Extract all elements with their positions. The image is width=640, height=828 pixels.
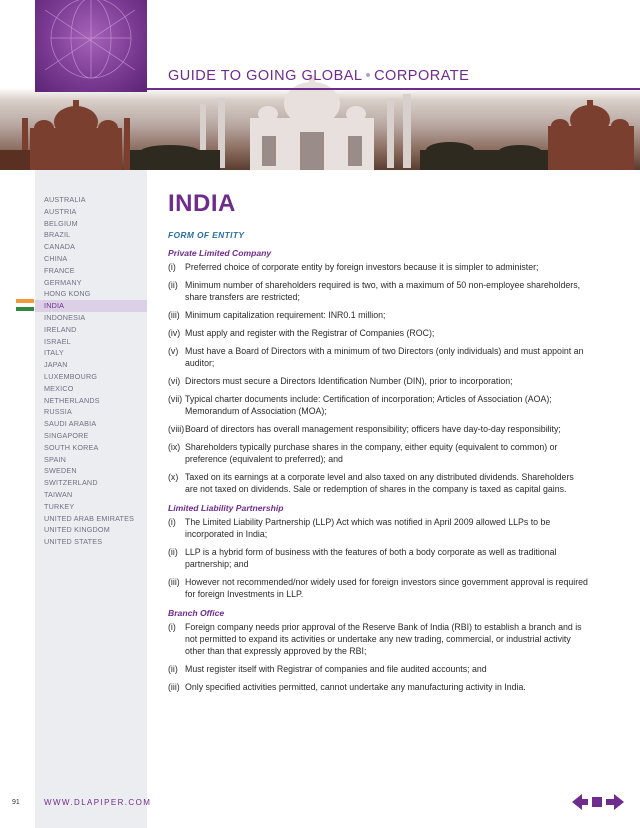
sidebar-item-turkey[interactable]: TURKEY [44,501,75,511]
sidebar-item-japan[interactable]: JAPAN [44,360,68,370]
list-item-text: Must have a Board of Directors with a minimum of two Directors (only individuals) and must appoint an auditor; [185,346,584,368]
header-rule [147,88,640,90]
list-item-text: Minimum number of shareholders required is two, with a maximum of 50 non-employee shareholders, share transfers are restricted; [185,280,581,302]
list-item [168,546,588,570]
sidebar-item-italy[interactable]: ITALY [44,348,64,358]
sidebar-item-switzerland[interactable]: SWITZERLAND [44,478,98,488]
section-heading: FORM OF ENTITY [168,230,245,240]
globe-logo [35,0,147,92]
subsection-heading: Private Limited Company [168,248,272,258]
country-nav [35,194,147,548]
sidebar-item-australia[interactable]: AUSTRALIA [44,195,86,204]
india-flag-icon [16,299,34,311]
list-item [168,423,588,435]
sidebar-item-singapore[interactable]: SINGAPORE [44,430,89,440]
list-item-number: (iv) [168,328,181,338]
list-item-text: Directors must secure a Directors Identification Number (DIN), prior to incorporation; [185,376,513,386]
sidebar-item-mexico[interactable]: MEXICO [44,383,74,393]
sidebar-item-indonesia[interactable]: INDONESIA [44,312,86,322]
sidebar-item-saudi-arabia[interactable]: SAUDI ARABIA [44,419,97,429]
list-item-text: Taxed on its earnings at a corporate level and also taxed on any distributed dividends. Shareholders are not taxed on dividends. Sale or redemption of shares in the company is taxed as capital gains. [185,472,574,494]
subsection-heading: Branch Office [168,608,225,618]
list-item-number: (ii) [168,664,178,674]
main-content [168,190,588,699]
numbered-list [168,261,588,495]
list-item-text: Shareholders typically purchase shares in the company, either equity (equivalent to common) or preference (equivalent to preferred); and [185,442,558,464]
sidebar-item-south-korea[interactable]: SOUTH KOREA [44,442,99,452]
list-item-text: Preferred choice of corporate entity by foreign investors because it is simpler to administer; [185,262,539,272]
sidebar-item-germany[interactable]: GERMANY [44,277,82,287]
sidebar-item-austria[interactable]: AUSTRIA [44,206,77,216]
sidebar-item-netherlands[interactable]: NETHERLANDS [44,395,100,405]
list-item-number: (ix) [168,442,181,452]
sidebar-item-united-kingdom[interactable]: UNITED KINGDOM [44,525,110,535]
list-item-number: (x) [168,472,179,482]
sidebar-item-ireland[interactable]: IRELAND [44,324,77,334]
sidebar-item-hong-kong[interactable]: HONG KONG [44,289,91,299]
sidebar-item-canada[interactable]: CANADA [44,242,76,252]
list-item-number: (ii) [168,547,178,557]
footer-url-link[interactable]: WWW.DLAPIPER.COM [44,798,152,807]
list-item-number: (i) [168,262,176,272]
list-item-text: However not recommended/nor widely used for foreign investors since government approval is required for foreign Investments in LLP. [185,577,588,599]
list-item-text: Foreign company needs prior approval of the Reserve Bank of India (RBI) to establish a branch and is not permitted to expand its activities or undertake any new trading, commercial, or industrial activity other than that expressly approved by the RBI; [185,622,582,656]
list-item [168,471,588,495]
sidebar-item-israel[interactable]: ISRAEL [44,336,71,346]
subsections [168,248,588,693]
sidebar-item-brazil[interactable]: BRAZIL [44,230,71,240]
guide-title-left: GUIDE TO GOING GLOBAL [168,68,363,84]
list-item-text: Must apply and register with the Registrar of Companies (ROC); [185,328,435,338]
list-item [168,621,588,657]
sidebar-item-france[interactable]: FRANCE [44,265,75,275]
next-page-arrow-icon[interactable] [606,794,624,810]
subsection-heading: Limited Liability Partnership [168,503,284,513]
list-item-text: Must register itself with Registrar of companies and file audited accounts; and [185,664,487,674]
list-item [168,393,588,417]
list-item-number: (i) [168,517,176,527]
list-item [168,261,588,273]
list-item-number: (viii) [168,424,185,434]
list-item [168,309,588,321]
list-item [168,375,588,387]
previous-page-arrow-icon[interactable] [572,794,588,810]
list-item-text: LLP is a hybrid form of business with the features of both a body corporate as well as traditional partnership; and [185,547,557,569]
sidebar-item-spain[interactable]: SPAIN [44,454,67,464]
list-item-text: Typical charter documents include: Certification of incorporation; Articles of Association (AOA); Memorandum of Association (MOA); [185,394,552,416]
guide-title-right: CORPORATE [374,68,470,84]
sidebar-item-russia[interactable]: RUSSIA [44,407,72,417]
home-square-icon[interactable] [592,797,602,807]
list-item-number: (ii) [168,280,178,290]
page-title: INDIA [168,190,236,217]
sidebar-item-china[interactable]: CHINA [44,253,68,263]
sidebar-item-india[interactable]: INDIA [35,300,147,312]
list-item-text: The Limited Liability Partnership (LLP) Act which was notified in April 2009 allowed LLPs to be incorporated in India; [185,517,551,539]
page-navigation [572,794,624,810]
sidebar-item-luxembourg[interactable]: LUXEMBOURG [44,371,98,381]
sidebar-item-united-arab-emirates[interactable]: UNITED ARAB EMIRATES [44,513,135,523]
guide-title [168,68,469,84]
list-item [168,441,588,465]
globe-icon [35,0,147,92]
list-item-number: (vi) [168,376,181,386]
list-item [168,279,588,303]
list-item [168,345,588,369]
sidebar-item-belgium[interactable]: BELGIUM [44,218,78,228]
list-item-text: Board of directors has overall management responsibility; officers have day-to-day responsibility; [185,424,561,434]
title-separator-dot: • [365,68,372,84]
sidebar-item-sweden[interactable]: SWEDEN [44,466,77,476]
list-item [168,576,588,600]
list-item-number: (v) [168,346,179,356]
numbered-list [168,516,588,600]
list-item-number: (iii) [168,682,180,692]
list-item [168,327,588,339]
list-item [168,663,588,675]
list-item-text: Minimum capitalization requirement: INR0.1 million; [185,310,386,320]
list-item-number: (i) [168,622,176,632]
list-item-number: (iii) [168,577,180,587]
list-item-number: (iii) [168,310,180,320]
sidebar-item-united-states[interactable]: UNITED STATES [44,537,103,547]
page-number: 91 [12,799,20,806]
list-item [168,516,588,540]
list-item [168,681,588,693]
list-item-number: (vii) [168,394,183,404]
sidebar-item-taiwan[interactable]: TAIWAN [44,489,73,499]
numbered-list [168,621,588,693]
list-item-text: Only specified activities permitted, cannot undertake any manufacturing activity in India. [185,682,526,692]
